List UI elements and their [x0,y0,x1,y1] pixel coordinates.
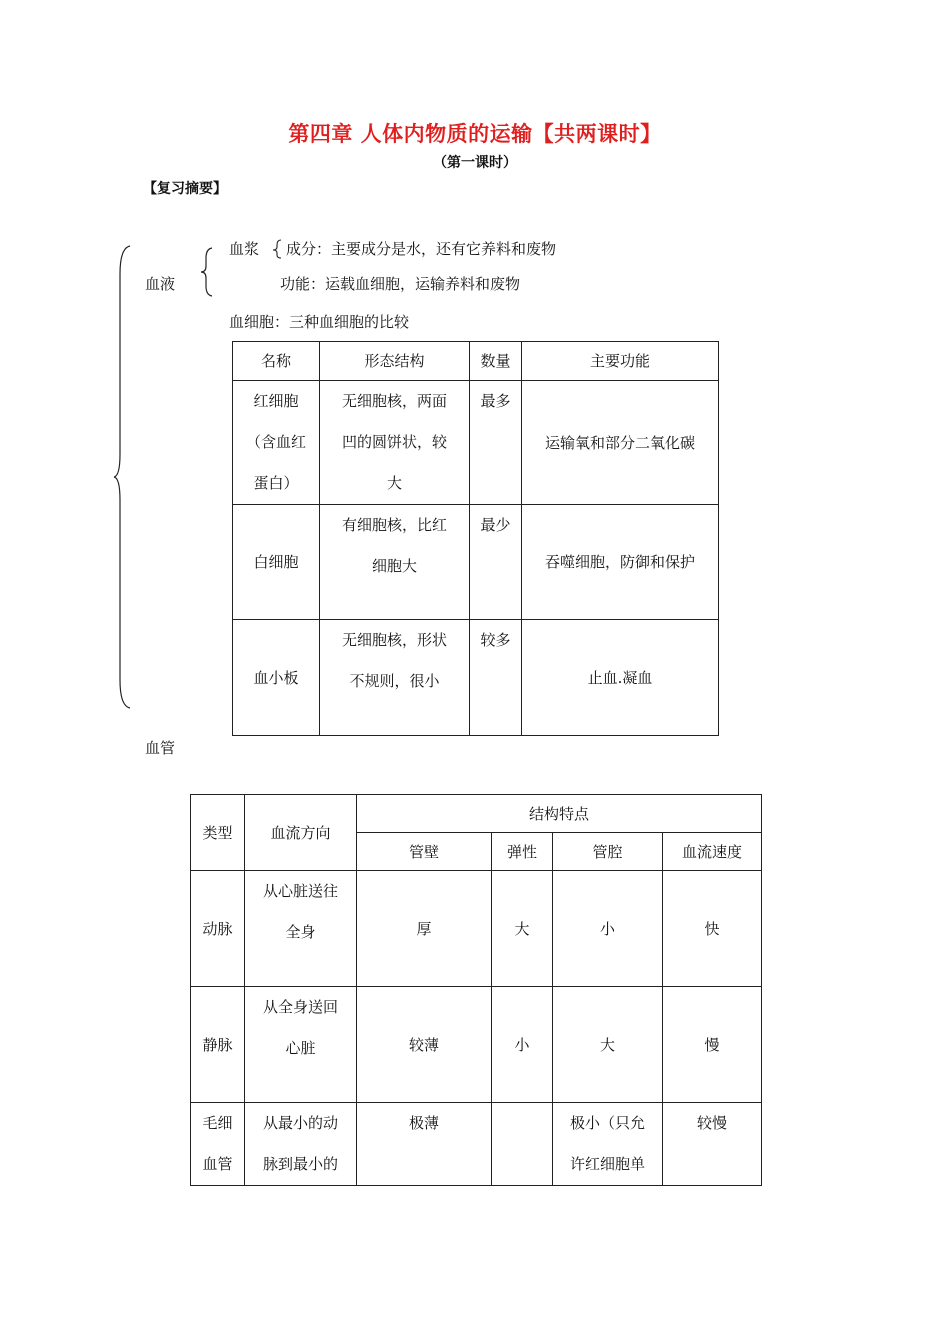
vessel-type [191,987,245,1103]
cell-function: 吞噬细胞，防御和保护 [522,505,719,620]
cell-table-header-name: 名称 [233,342,320,381]
page-title: 第四章 人体内物质的运输【共两课时】 [288,122,662,146]
table-row [233,381,719,505]
cell-structure-line: 有细胞核，比红 [341,516,447,534]
vessel-speed: 快 [663,871,762,987]
vessel-direction [245,871,357,987]
cell-structure-line: 大 [386,474,402,492]
vessel-type-line: 毛细 [202,1114,233,1132]
table-row [191,1103,762,1186]
page-subtitle: （第一课时） [433,155,517,171]
table-row [233,505,719,620]
vessel-header-wall: 管壁 [357,833,492,871]
cell-count: 最多 [470,381,522,505]
plasma-label: 血浆 [229,240,260,258]
cell-function: 止血.凝血 [522,620,719,736]
cell-count: 最少 [470,505,522,620]
plasma-composition: 成分：主要成分是水，还有它养料和废物 [286,240,557,258]
vessel-lumen-line: 许红细胞单 [569,1155,645,1173]
vessel-elasticity [492,1103,553,1186]
vessel-direction [245,987,357,1103]
cell-count: 较多 [470,620,522,736]
vessel-direction-line: 心脏 [285,1039,316,1057]
cell-name-line: （含血红 [245,433,306,451]
plasma-mini-brace [271,238,283,260]
cell-table-header-function: 主要功能 [522,342,719,381]
cell-name-line: 血小板 [253,668,299,687]
blood-large-brace [112,244,134,710]
blood-cell-table [232,341,719,736]
vessel-header-direction: 血流方向 [245,795,357,871]
vessel-type-line: 动脉 [202,919,233,938]
table-row [191,987,762,1103]
vessel-lumen [553,1103,663,1186]
vessel-speed: 慢 [663,987,762,1103]
vessel-wall: 极薄 [357,1103,492,1186]
vessel-lumen-line: 小 [599,919,615,938]
cell-structure-line: 凹的圆饼状，较 [341,433,447,451]
vessel-type-line: 血管 [202,1155,233,1173]
cell-table-header-count: 数量 [470,342,522,381]
vessel-wall: 较薄 [357,987,492,1103]
vessel-lumen [553,871,663,987]
cell-structure [320,381,470,505]
table-row [233,620,719,736]
cell-name [233,620,320,736]
blood-vessel-table [190,794,762,1186]
cell-table-header-structure: 形态结构 [320,342,470,381]
vessel-header-type: 类型 [191,795,245,871]
cell-name-line: 红细胞 [253,392,299,410]
vessel-speed: 较慢 [663,1103,762,1186]
blood-cells-intro: 血细胞：三种血细胞的比较 [229,313,410,331]
blood-label: 血液 [145,275,176,293]
vessel-type-line: 静脉 [202,1035,233,1054]
vessel-elasticity: 大 [492,871,553,987]
vessel-type [191,871,245,987]
vessel-direction-line: 从最小的动 [262,1114,338,1132]
cell-name-line: 蛋白） [253,474,299,492]
blood-small-brace [200,246,214,298]
vessels-label: 血管 [145,739,176,757]
cell-name-line: 白细胞 [253,553,299,571]
plasma-function: 功能：运载血细胞，运输养料和废物 [280,275,521,293]
vessel-direction-line: 脉到最小的 [262,1155,338,1173]
vessel-direction-line: 从全身送回 [262,998,338,1016]
cell-function: 运输氧和部分二氧化碳 [522,381,719,505]
vessel-header-elasticity: 弹性 [492,833,553,871]
vessel-header-lumen: 管腔 [553,833,663,871]
vessel-lumen-line: 大 [599,1035,615,1054]
vessel-direction-line: 从心脏送往 [262,882,338,900]
cell-structure-line: 无细胞核，形状 [341,631,447,649]
cell-structure-line: 无细胞核，两面 [341,392,447,410]
vessel-wall: 厚 [357,871,492,987]
cell-structure [320,620,470,736]
cell-structure [320,505,470,620]
cell-name [233,381,320,505]
vessel-header-speed: 血流速度 [663,833,762,871]
vessel-type [191,1103,245,1186]
vessel-direction [245,1103,357,1186]
vessel-header-features: 结构特点 [357,795,762,833]
vessel-lumen [553,987,663,1103]
table-row [191,871,762,987]
vessel-elasticity: 小 [492,987,553,1103]
cell-name [233,505,320,620]
cell-structure-line: 不规则，很小 [349,672,440,690]
cell-structure-line: 细胞大 [371,557,417,575]
vessel-direction-line: 全身 [285,923,316,941]
vessel-lumen-line: 极小（只允 [569,1114,645,1132]
section-heading: 【复习摘要】 [143,181,227,197]
